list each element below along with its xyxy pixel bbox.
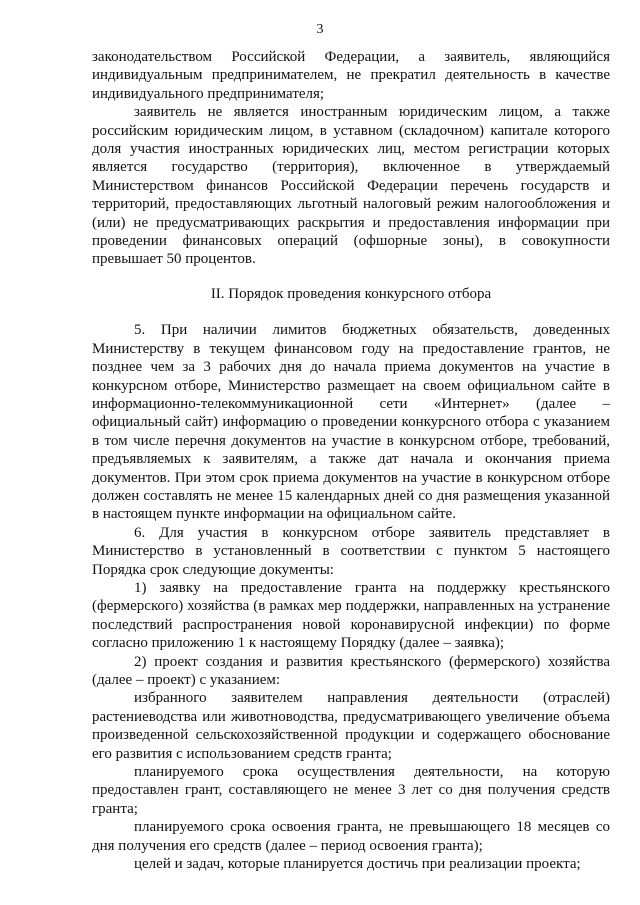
section-heading: II. Порядок проведения конкурсного отбора — [210, 285, 492, 302]
sub-item: целей и задач, которые планируется достичь при реализации проекта; — [134, 856, 581, 873]
list-item: 1) заявку на предоставление гранта на поддержку крестьянского (фермерского) хозяйства (в рамках мер поддержки, направленных на устранение последствий распространения новой коронавирусной инфекции) по форме согласно приложению 1 к настоящему Порядку (далее – заявка); — [92, 579, 610, 652]
page-number: 3 — [316, 22, 324, 37]
sub-item: избранного заявителем направления деятельности (отраслей) растениеводства или животноводства, предусматривающего увеличение объема произведенной сельскохозяйственной продукции и содержащего обоснование его развития с использованием средств гранта; — [92, 690, 610, 762]
sub-item: планируемого срока осуществления деятельности, на которую предоставлен грант, составляющего не менее 3 лет со дня получения средств гранта; — [92, 764, 610, 817]
sub-item: планируемого срока освоения гранта, не превышающего 18 месяцев со дня получения его средств (далее – период освоения гранта); — [92, 819, 610, 854]
paragraph: 5. При наличии лимитов бюджетных обязательств, доведенных Министерству в текущем финансовом году на предоставление грантов, не позднее чем за 3 рабочих дня до начала приема документов на участие в конкурсном отборе, Министерство размещает на своем официальном сайте в информационно-телекоммуникационной сети «Интернет» (далее – официальный сайт) информацию о проведении конкурсного отбора с указанием в том числе перечня документов на участие в конкурсном отборе, требований, предъявляемых к заявителям, а также дат начала и окончания приема документов. При этом срок приема документов на участие в конкурсном отборе должен составлять не менее 15 календарных дней со дня размещения указанной в настоящем пункте информации на официальном сайте. — [92, 322, 610, 523]
list-item: 2) проект создания и развития крестьянского (фермерского) хозяйства (далее – проект) с указанием: — [92, 653, 610, 688]
document-body — [92, 48, 610, 873]
paragraph: заявитель не является иностранным юридическим лицом, а также российским юридическим лицом, в уставном (складочном) капитале которого доля участия иностранных юридических лиц, местом регистрации которых является государство (территория), включенное в утверждаемый Министерством финансов Российской Федерации перечень государств и территорий, предоставляющих льготный налоговый режим налогообложения и (или) не предусматривающих раскрытия и предоставления информации при проведении финансовых операций (офшорные зоны), в совокупности превышает 50 процентов. — [92, 104, 610, 268]
paragraph: 6. Для участия в конкурсном отборе заявитель представляет в Министерство в установленный в соответствии с пунктом 5 настоящего Порядка срок следующие документы: — [92, 524, 610, 578]
paragraph: законодательством Российской Федерации, а заявитель, являющийся индивидуальным предпринимателем, не прекратил деятельность в качестве индивидуального предпринимателя; — [92, 49, 610, 102]
